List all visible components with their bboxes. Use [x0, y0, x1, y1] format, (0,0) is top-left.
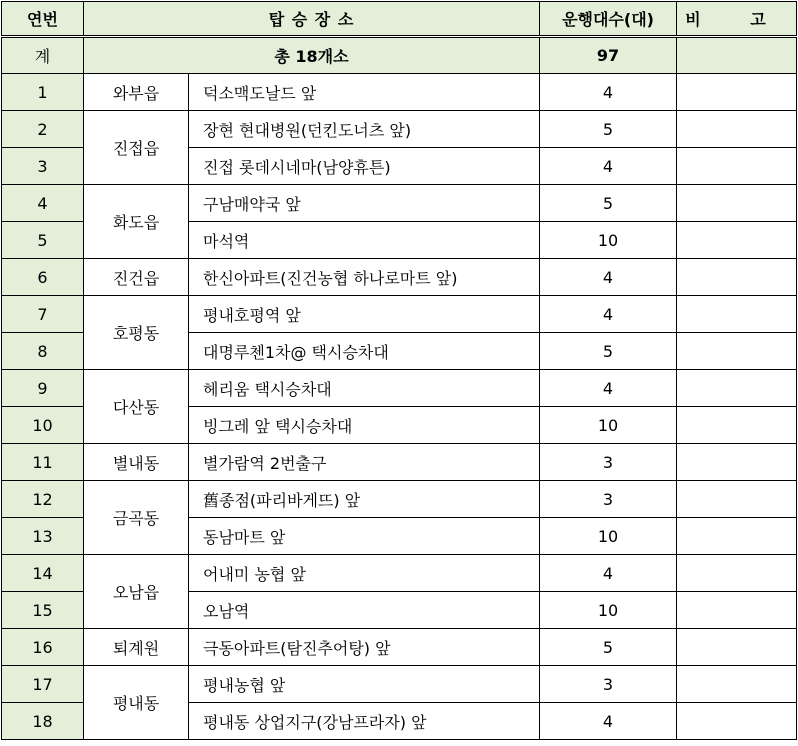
- row-note: [677, 74, 797, 111]
- row-no: 14: [2, 555, 84, 592]
- row-count: 5: [540, 629, 677, 666]
- row-no: 8: [2, 333, 84, 370]
- table-row: [2, 111, 797, 148]
- row-note: [677, 666, 797, 703]
- row-no: 3: [2, 148, 84, 185]
- row-area: 화도읍: [84, 185, 189, 259]
- row-note: [677, 407, 797, 444]
- row-area: 진접읍: [84, 111, 189, 185]
- boarding-locations-table: [1, 1, 797, 740]
- row-place: 평내호평역 앞: [189, 296, 540, 333]
- row-no: 7: [2, 296, 84, 333]
- total-label: 계: [2, 37, 84, 74]
- row-area: 평내동: [84, 666, 189, 740]
- row-count: 5: [540, 111, 677, 148]
- row-no: 15: [2, 592, 84, 629]
- row-note: [677, 481, 797, 518]
- row-area: 호평동: [84, 296, 189, 370]
- row-place: 평내농협 앞: [189, 666, 540, 703]
- row-no: 5: [2, 222, 84, 259]
- row-area: 다산동: [84, 370, 189, 444]
- row-no: 4: [2, 185, 84, 222]
- row-place: 舊종점(파리바게뜨) 앞: [189, 481, 540, 518]
- header-no: 연번: [2, 2, 84, 37]
- row-place: 구남매약국 앞: [189, 185, 540, 222]
- row-count: 4: [540, 296, 677, 333]
- row-note: [677, 296, 797, 333]
- row-count: 4: [540, 148, 677, 185]
- table-row: [2, 74, 797, 111]
- row-note: [677, 555, 797, 592]
- row-place: 마석역: [189, 222, 540, 259]
- table-row: [2, 629, 797, 666]
- row-place: 덕소맥도날드 앞: [189, 74, 540, 111]
- row-place: 진접 롯데시네마(남양휴튼): [189, 148, 540, 185]
- header-place: 탑 승 장 소: [84, 2, 540, 37]
- table-row: [2, 444, 797, 481]
- row-area: 진건읍: [84, 259, 189, 296]
- row-count: 3: [540, 444, 677, 481]
- row-no: 6: [2, 259, 84, 296]
- row-place: 평내동 상업지구(강남프라자) 앞: [189, 703, 540, 740]
- total-note: [677, 37, 797, 74]
- header-note: [677, 2, 797, 37]
- row-note: [677, 703, 797, 740]
- total-row: [2, 37, 797, 74]
- row-note: [677, 592, 797, 629]
- table-row: [2, 370, 797, 407]
- row-count: 3: [540, 666, 677, 703]
- row-place: 극동아파트(탐진추어탕) 앞: [189, 629, 540, 666]
- table-row: [2, 259, 797, 296]
- row-no: 10: [2, 407, 84, 444]
- row-count: 10: [540, 407, 677, 444]
- row-no: 11: [2, 444, 84, 481]
- row-no: 1: [2, 74, 84, 111]
- row-no: 18: [2, 703, 84, 740]
- row-place: 대명루첸1차@ 택시승차대: [189, 333, 540, 370]
- row-no: 16: [2, 629, 84, 666]
- table-row: [2, 555, 797, 592]
- row-area: 오남읍: [84, 555, 189, 629]
- row-note: [677, 370, 797, 407]
- row-note: [677, 444, 797, 481]
- table-row: [2, 185, 797, 222]
- row-count: 5: [540, 185, 677, 222]
- row-count: 10: [540, 222, 677, 259]
- row-area: 와부읍: [84, 74, 189, 111]
- row-place: 어내미 농협 앞: [189, 555, 540, 592]
- row-count: 3: [540, 481, 677, 518]
- row-place: 빙그레 앞 택시승차대: [189, 407, 540, 444]
- row-place: 헤리움 택시승차대: [189, 370, 540, 407]
- header-note-label: 비 고: [685, 10, 788, 29]
- row-place: 오남역: [189, 592, 540, 629]
- row-no: 17: [2, 666, 84, 703]
- row-note: [677, 111, 797, 148]
- row-area: 별내동: [84, 444, 189, 481]
- row-count: 4: [540, 555, 677, 592]
- total-desc: 총 18개소: [84, 37, 540, 74]
- row-no: 9: [2, 370, 84, 407]
- row-count: 4: [540, 370, 677, 407]
- row-count: 4: [540, 74, 677, 111]
- row-place: 동남마트 앞: [189, 518, 540, 555]
- row-count: 10: [540, 592, 677, 629]
- row-place: 장현 현대병원(던킨도너츠 앞): [189, 111, 540, 148]
- header-count: 운행대수(대): [540, 2, 677, 37]
- row-area: 퇴계원: [84, 629, 189, 666]
- header-row: [2, 2, 797, 37]
- row-count: 10: [540, 518, 677, 555]
- row-note: [677, 259, 797, 296]
- row-count: 4: [540, 703, 677, 740]
- table-row: [2, 481, 797, 518]
- table-row: [2, 296, 797, 333]
- row-note: [677, 148, 797, 185]
- row-no: 2: [2, 111, 84, 148]
- row-area: 금곡동: [84, 481, 189, 555]
- row-count: 4: [540, 259, 677, 296]
- row-no: 13: [2, 518, 84, 555]
- total-count: 97: [540, 37, 677, 74]
- row-note: [677, 518, 797, 555]
- row-note: [677, 629, 797, 666]
- row-note: [677, 333, 797, 370]
- row-place: 한신아파트(진건농협 하나로마트 앞): [189, 259, 540, 296]
- row-note: [677, 222, 797, 259]
- row-no: 12: [2, 481, 84, 518]
- row-place: 별가람역 2번출구: [189, 444, 540, 481]
- row-note: [677, 185, 797, 222]
- row-count: 5: [540, 333, 677, 370]
- table-row: [2, 666, 797, 703]
